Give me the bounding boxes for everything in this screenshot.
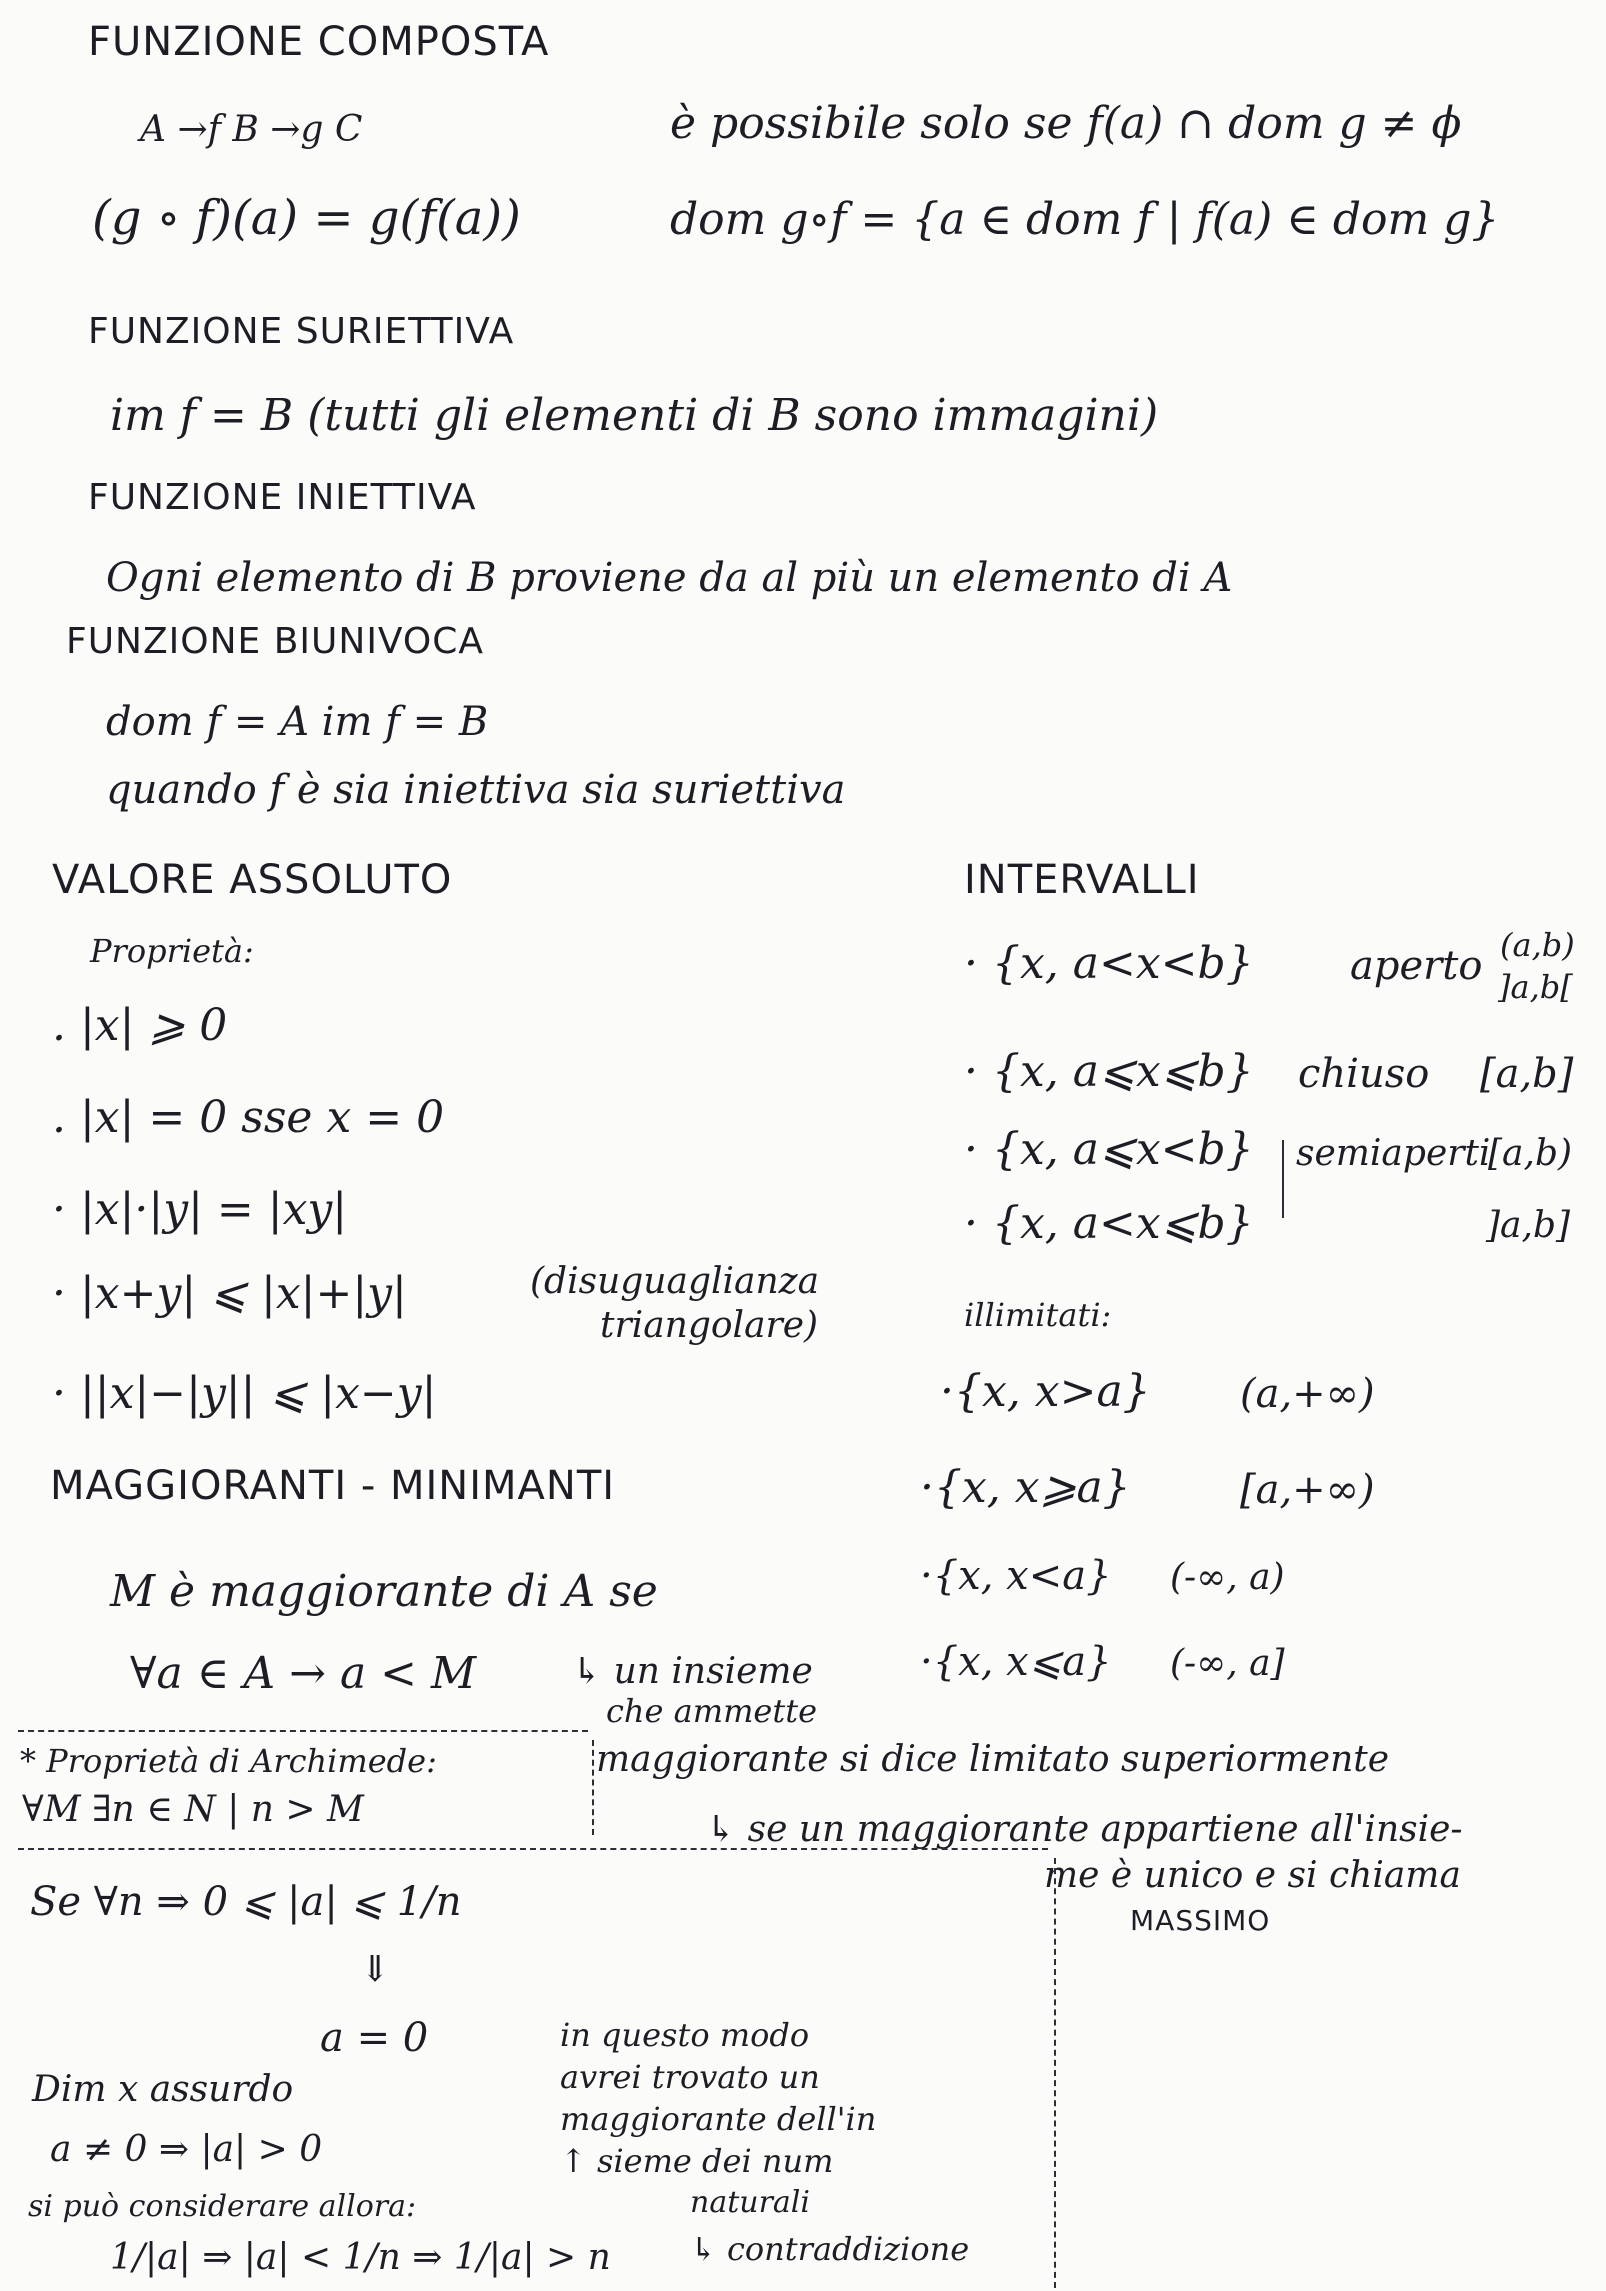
biunivoca-line2: quando f è sia iniettiva sia suriettiva: [106, 767, 846, 813]
illimitato-1-set: ·{x, x>a}: [940, 1366, 1151, 1417]
dim-side1: in questo modo: [560, 2016, 810, 2054]
composta-domain: dom g∘f = {a ∈ dom f | f(a) ∈ dom g}: [670, 194, 1500, 245]
dimostrazione-top-divider: [18, 1848, 1048, 1850]
dim-line3: Dim x assurdo: [32, 2069, 294, 2110]
maggioranti-title: MAGGIORANTI - MINIMANTI: [50, 1463, 616, 1509]
illimitato-2-set: ·{x, x⩾a}: [920, 1462, 1131, 1513]
maggioranti-line1: M è maggiorante di A se: [110, 1566, 658, 1617]
dim-line2: a = 0: [320, 2015, 429, 2061]
interval-row-3-notation: [a,b): [1488, 1133, 1573, 1174]
dim-side5: naturali: [690, 2185, 810, 2220]
archimede-title: * Proprietà di Archimede:: [20, 1742, 437, 1780]
illimitato-4-notation: (-∞, a]: [1170, 1643, 1285, 1684]
abs-prop-4-note-2: triangolare): [600, 1305, 819, 1346]
archimede-top-divider: [18, 1730, 588, 1732]
archimede-right-divider: [592, 1740, 594, 1835]
illimitati-label: illimitati:: [964, 1296, 1112, 1334]
illimitato-2-notation: [a,+∞): [1240, 1467, 1375, 1513]
interval-row-1-alt: ]a,b[: [1498, 968, 1573, 1006]
biunivoca-title: FUNZIONE BIUNIVOCA: [66, 621, 485, 662]
abs-prop-3: · |x|·|y| = |xy|: [52, 1184, 348, 1235]
valore-assoluto-subtitle: Proprietà:: [90, 932, 254, 970]
illimitato-3-set: ·{x, x<a}: [920, 1553, 1112, 1599]
interval-row-3-kind: semiaperti: [1296, 1133, 1491, 1174]
composta-mapping: A →f B →g C: [140, 109, 363, 150]
iniettiva-text: Ogni elemento di B proviene da al più un elemento di A: [106, 555, 1233, 601]
illimitato-1-notation: (a,+∞): [1240, 1371, 1375, 1417]
interval-row-1-kind: aperto: [1350, 943, 1483, 989]
dim-side2: avrei trovato un: [560, 2058, 820, 2096]
intervalli-title: INTERVALLI: [964, 857, 1200, 903]
valore-assoluto-title: VALORE ASSOLUTO: [52, 857, 453, 903]
abs-prop-4: · |x+y| ⩽ |x|+|y|: [52, 1268, 407, 1319]
dim-line6: 1/|a| ⇒ |a| < 1/n ⇒ 1/|a| > n: [110, 2237, 611, 2278]
abs-prop-4-note-1: (disuguaglianza: [530, 1261, 820, 1302]
interval-row-2-set: · {x, a⩽x⩽b}: [964, 1046, 1254, 1097]
maggioranti-note1: ↳ un insieme: [572, 1651, 813, 1692]
interval-row-2-notation: [a,b]: [1480, 1051, 1574, 1097]
composta-condition: è possibile solo se f(a) ∩ dom g ≠ ϕ: [670, 98, 1462, 149]
dim-side4: ↑ sieme dei num: [560, 2142, 834, 2180]
interval-row-3-set: · {x, a⩽x<b}: [964, 1124, 1254, 1175]
abs-prop-5: · ||x|−|y|| ⩽ |x−y|: [52, 1368, 437, 1419]
maggioranti-note3: maggiorante si dice limitato superiormente: [596, 1739, 1390, 1780]
composta-definition: (g ∘ f)(a) = g(f(a)): [92, 190, 521, 246]
interval-row-4-notation: ]a,b]: [1486, 1205, 1571, 1246]
dimostrazione-right-divider: [1054, 1858, 1056, 2288]
maggioranti-note4: ↳ se un maggiorante appartiene all'insie-: [706, 1809, 1463, 1850]
maggioranti-note2: che ammette: [606, 1692, 817, 1730]
maggioranti-note6: MASSIMO: [1130, 1904, 1271, 1937]
abs-prop-1: . |x| ⩾ 0: [52, 1000, 228, 1051]
dim-line4: a ≠ 0 ⇒ |a| > 0: [50, 2129, 323, 2170]
illimitato-3-notation: (-∞, a): [1170, 1557, 1285, 1598]
abs-prop-2: . |x| = 0 sse x = 0: [52, 1092, 445, 1143]
maggioranti-line2: ∀a ∈ A → a < M: [130, 1648, 477, 1699]
interval-row-1-set: · {x, a<x<b}: [964, 938, 1254, 989]
dim-side6: ↳ contraddizione: [690, 2230, 970, 2268]
dim-arrow: ⇓: [360, 1949, 391, 1990]
suriettiva-text: im f = B (tutti gli elementi di B sono immagini): [110, 390, 1159, 441]
composta-title: FUNZIONE COMPOSTA: [88, 19, 550, 65]
dim-line1: Se ∀n ⇒ 0 ⩽ |a| ⩽ 1/n: [30, 1879, 462, 1925]
archimede-formula: ∀M ∃n ∈ N | n > M: [22, 1789, 364, 1830]
interval-row-4-set: · {x, a<x⩽b}: [964, 1198, 1254, 1249]
maggioranti-note5: me è unico e si chiama: [1044, 1855, 1461, 1896]
interval-row-2-kind: chiuso: [1298, 1051, 1430, 1097]
iniettiva-title: FUNZIONE INIETTIVA: [88, 477, 477, 518]
semiaperti-brace: [1282, 1140, 1284, 1218]
dim-line5: si può considerare allora:: [28, 2189, 417, 2224]
interval-row-1-notation: (a,b): [1500, 926, 1575, 964]
dim-side3: maggiorante dell'in: [560, 2100, 877, 2138]
suriettiva-title: FUNZIONE SURIETTIVA: [88, 311, 515, 352]
illimitato-4-set: ·{x, x⩽a}: [920, 1639, 1112, 1685]
biunivoca-line1: dom f = A im f = B: [106, 699, 489, 745]
